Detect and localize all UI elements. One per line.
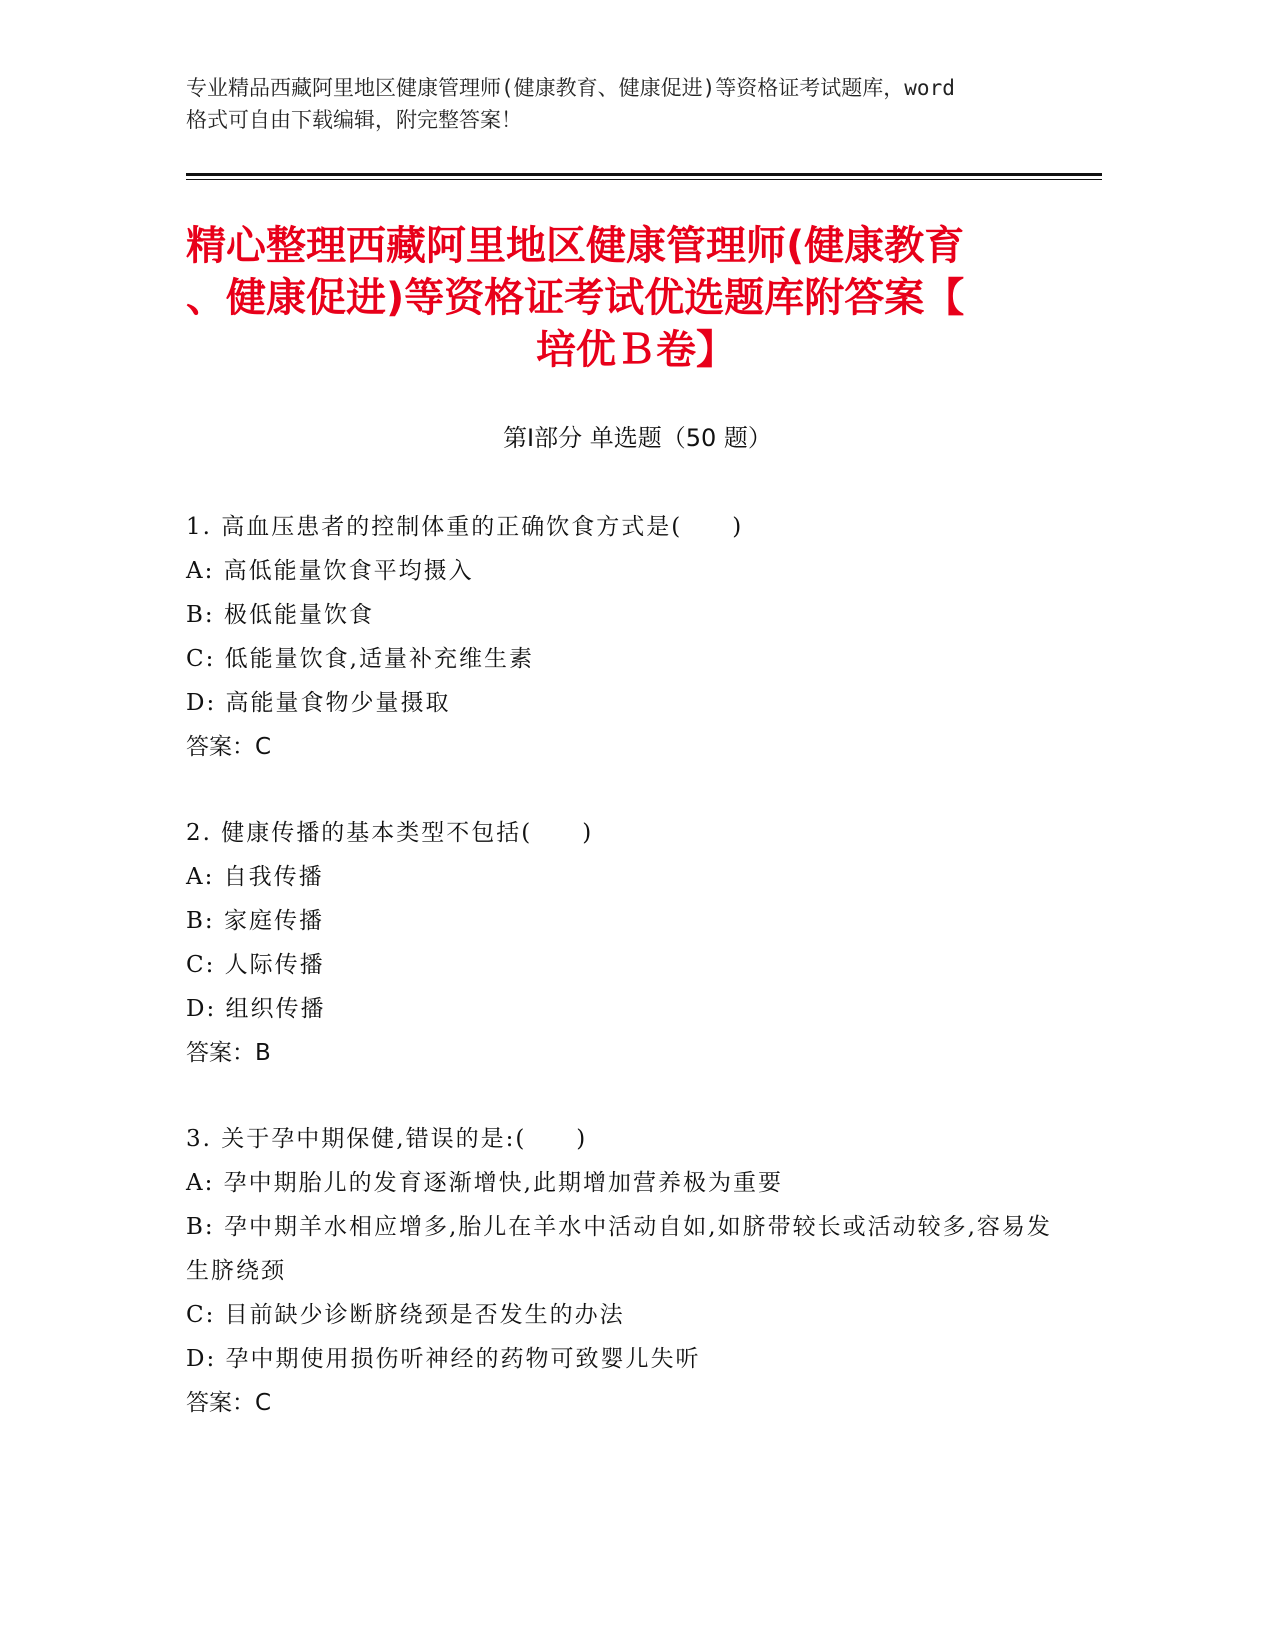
section-heading: 第Ⅰ部分 单选题（50 题） — [503, 424, 772, 452]
option-a: A: 自我传播 — [186, 864, 324, 890]
question-1 — [186, 505, 1056, 769]
question-2 — [186, 811, 1056, 1075]
answer: 答案：C — [186, 1390, 272, 1416]
option-b: B: 孕中期羊水相应增多,胎儿在羊水中活动自如,如脐带较长或活动较多,容易发生脐绕颈 — [186, 1214, 1052, 1284]
header-divider-thin — [186, 179, 1102, 180]
option-b: B: 家庭传播 — [186, 908, 324, 934]
document-title — [186, 220, 1086, 376]
option-b: B: 极低能量饮食 — [186, 602, 374, 628]
option-c: C: 目前缺少诊断脐绕颈是否发生的办法 — [186, 1302, 625, 1328]
option-c: C: 低能量饮食,适量补充维生素 — [186, 646, 534, 672]
question-3 — [186, 1117, 1056, 1425]
header-note — [186, 72, 1086, 136]
header-note-line-1: 专业精品西藏阿里地区健康管理师(健康教育、健康促进)等资格证考试题库，word — [186, 76, 955, 100]
title-line-2: 、健康促进)等资格证考试优选题库附答案【 — [186, 275, 965, 321]
header-divider-thick — [186, 173, 1102, 176]
option-a: A: 孕中期胎儿的发育逐渐增快,此期增加营养极为重要 — [186, 1170, 783, 1196]
option-d: D: 高能量食物少量摄取 — [186, 690, 451, 716]
answer: 答案：B — [186, 1040, 271, 1066]
option-c: C: 人际传播 — [186, 952, 325, 978]
option-d: D: 孕中期使用损伤听神经的药物可致婴儿失听 — [186, 1346, 701, 1372]
title-line-3: 培优Ｂ卷】 — [536, 327, 736, 373]
option-a: A: 高低能量饮食平均摄入 — [186, 558, 474, 584]
question-stem: 2. 健康传播的基本类型不包括( ) — [186, 820, 594, 846]
title-line-1: 精心整理西藏阿里地区健康管理师(健康教育 — [186, 223, 965, 269]
option-d: D: 组织传播 — [186, 996, 326, 1022]
question-list — [186, 505, 1056, 1467]
answer: 答案：C — [186, 734, 272, 760]
question-stem: 3. 关于孕中期保健,错误的是:( ) — [186, 1126, 588, 1152]
question-stem: 1. 高血压患者的控制体重的正确饮食方式是( ) — [186, 514, 744, 540]
header-note-line-2: 格式可自由下载编辑，附完整答案！ — [186, 108, 522, 132]
